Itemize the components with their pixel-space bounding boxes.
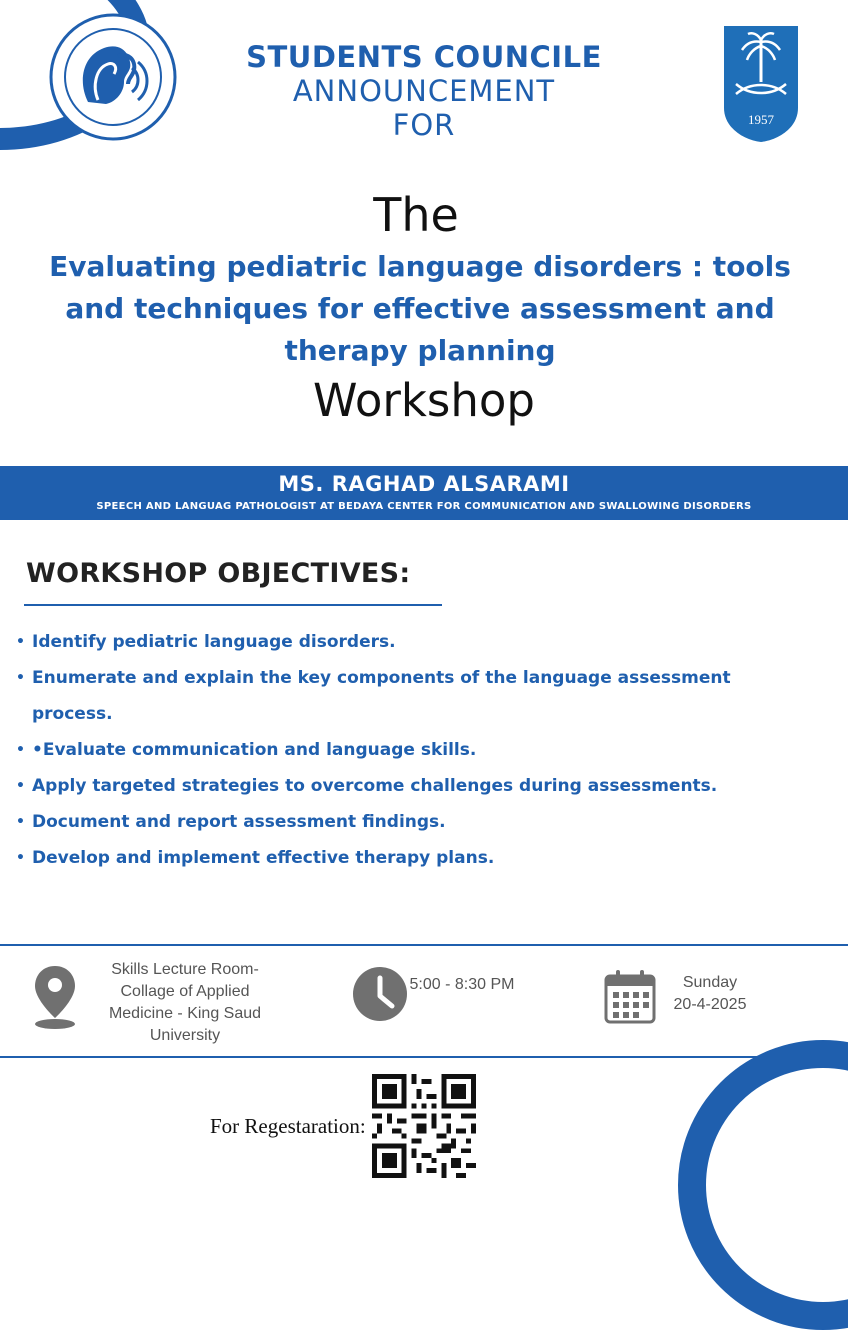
objectives-underline	[24, 604, 442, 606]
event-date: 20-4-2025	[673, 996, 747, 1013]
info-divider-bottom	[0, 1056, 848, 1058]
event-location: Skills Lecture Room-Collage of Applied Medicine - King Saud University	[108, 961, 262, 1044]
crest-year: 1957	[748, 112, 774, 127]
calendar-icon	[604, 968, 656, 1024]
event-prefix: The	[373, 188, 459, 242]
objective-item: • Document and report assessment findings.	[16, 804, 816, 840]
map-pin-icon	[30, 962, 80, 1032]
header-line-2: ANNOUNCEMENT	[292, 74, 556, 108]
objective-item: • Enumerate and explain the key components of the language assessment process.	[16, 660, 816, 732]
event-day: Sunday	[682, 974, 738, 991]
objectives-heading: WORKSHOP OBJECTIVES:	[26, 558, 411, 589]
event-date-block	[660, 972, 760, 1016]
registration-qr-code[interactable]	[372, 1074, 476, 1178]
event-time: 5:00 - 8:30 PM	[409, 976, 515, 993]
event-topic: Evaluating pediatric language disorders : tools and techniques for effective assessment and therapy planning	[49, 250, 791, 367]
speaker-title: SPEECH AND LANGUAG PATHOLOGIST AT BEDAYA CENTER FOR COMMUNICATION AND SWALLOWING DISORDERS	[96, 501, 752, 512]
speaker-name: MS. RAGHAD ALSARAMI	[278, 472, 570, 496]
speaker-band	[0, 466, 848, 520]
objective-item: • Develop and implement effective therapy plans.	[16, 840, 816, 876]
clock-icon	[352, 966, 408, 1022]
header-line-3: FOR	[392, 108, 456, 142]
decorative-arc-bottom-right	[678, 1040, 848, 1330]
objective-item: • Identify pediatric language disorders.	[16, 624, 816, 660]
info-divider-top	[0, 944, 848, 946]
registration-label: For Regestaration:	[210, 1114, 366, 1138]
event-suffix: Workshop	[312, 374, 535, 427]
objective-item: • Apply targeted strategies to overcome challenges during assessments.	[16, 768, 816, 804]
header-line-1: STUDENTS COUNCILE	[246, 40, 602, 74]
objective-item: • •Evaluate communication and language skills.	[16, 732, 816, 768]
objectives-list	[16, 624, 816, 876]
